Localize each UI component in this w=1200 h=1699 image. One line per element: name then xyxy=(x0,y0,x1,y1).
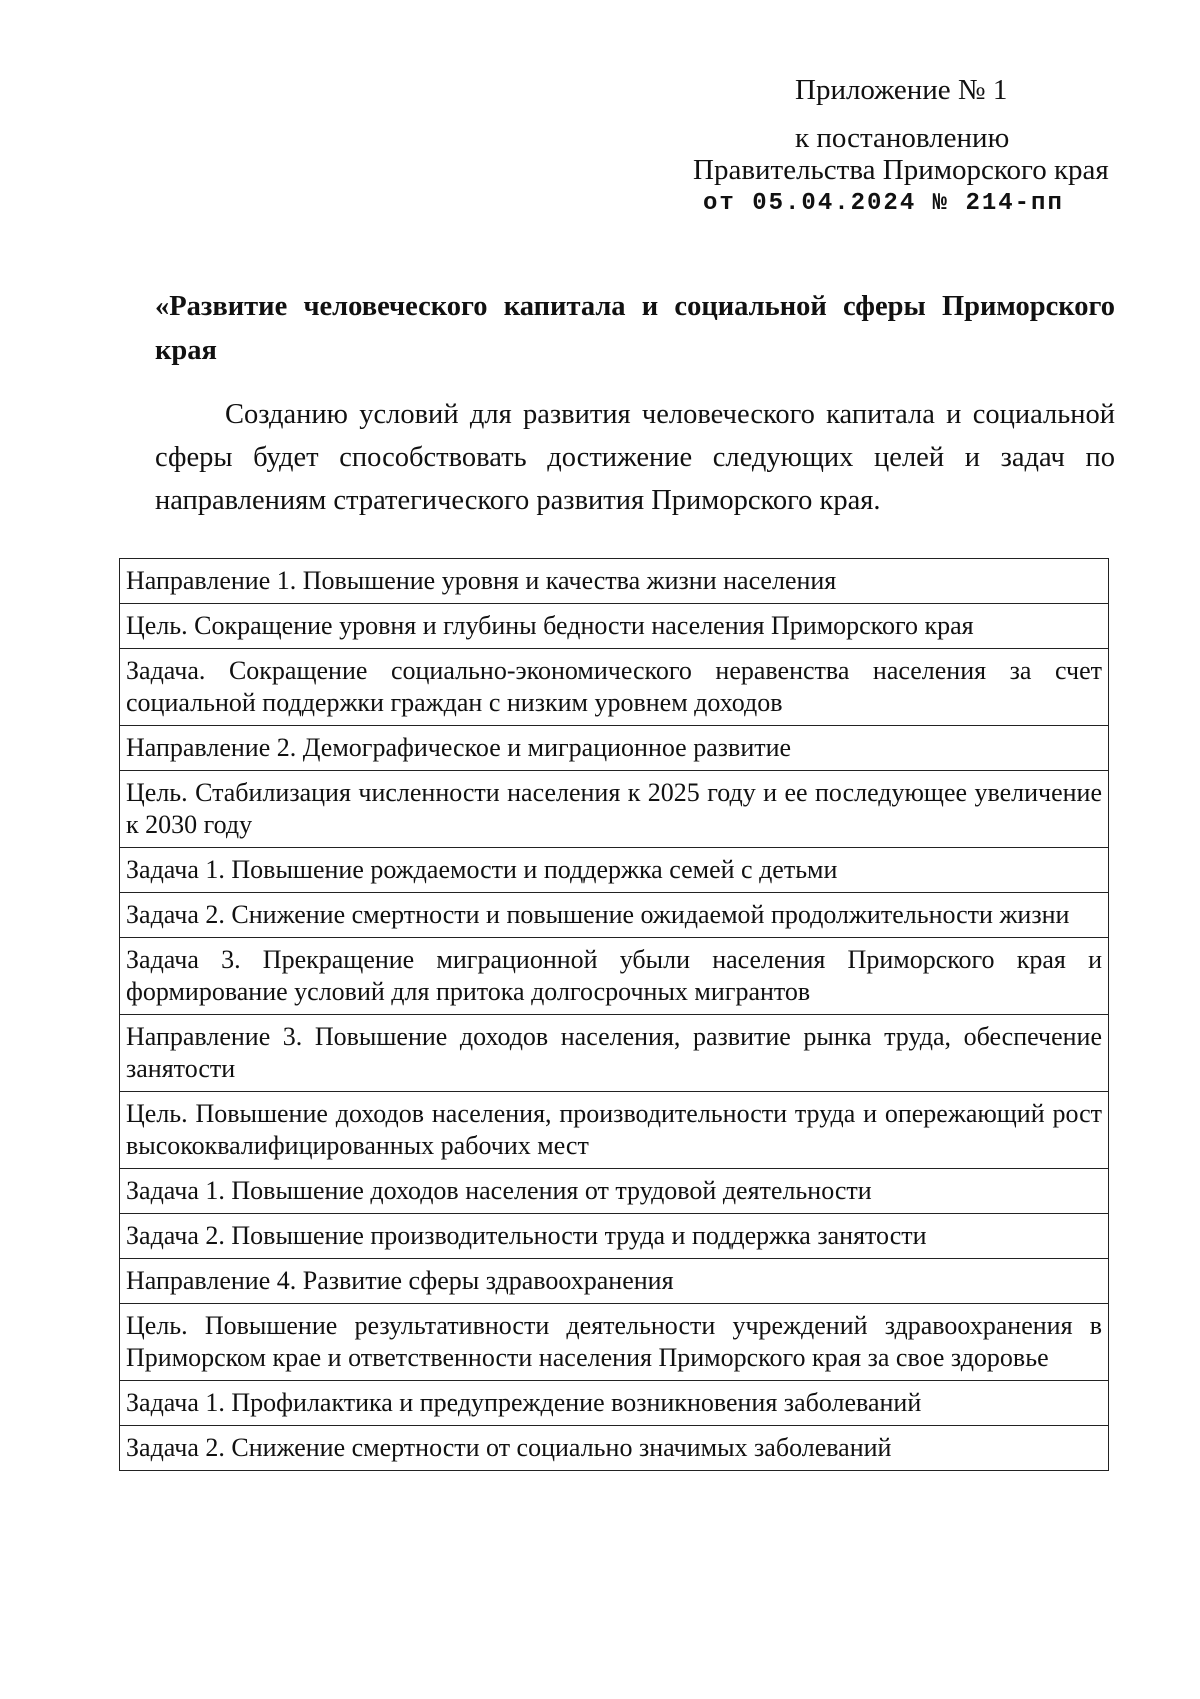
table-row xyxy=(120,726,1109,771)
appendix-title: Приложение № 1 xyxy=(795,74,1008,106)
table-row xyxy=(120,1214,1109,1259)
table-row xyxy=(120,1259,1109,1304)
table-row xyxy=(120,604,1109,649)
table-row xyxy=(120,649,1109,726)
table-cell: Цель. Сокращение уровня и глубины бедности населения Приморского края xyxy=(120,604,1109,649)
table-row xyxy=(120,1426,1109,1471)
table-cell: Задача. Сокращение социально-экономического неравенства населения за счет социальной поддержки граждан с низким уровнем доходов xyxy=(120,649,1109,726)
table-cell: Задача 1. Повышение доходов населения от трудовой деятельности xyxy=(120,1169,1109,1214)
table-cell: Задача 1. Профилактика и предупреждение возникновения заболеваний xyxy=(120,1381,1109,1426)
table-cell: Направление 3. Повышение доходов населения, развитие рынка труда, обеспечение занятости xyxy=(120,1015,1109,1092)
table-cell: Направление 4. Развитие сферы здравоохранения xyxy=(120,1259,1109,1304)
table-cell: Задача 2. Повышение производительности труда и поддержка занятости xyxy=(120,1214,1109,1259)
table-cell: Направление 1. Повышение уровня и качества жизни населения xyxy=(120,559,1109,604)
decree-reference: к постановлению xyxy=(795,122,1010,154)
table-row xyxy=(120,559,1109,604)
table-row xyxy=(120,771,1109,848)
table-row xyxy=(120,1015,1109,1092)
table-cell: Задача 3. Прекращение миграционной убыли населения Приморского края и формирование условий для притока долгосрочных мигрантов xyxy=(120,938,1109,1015)
table-cell: Цель. Стабилизация численности населения к 2025 году и ее последующее увеличение к 2030 году xyxy=(120,771,1109,848)
table-cell: Направление 2. Демографическое и миграционное развитие xyxy=(120,726,1109,771)
table-row xyxy=(120,1169,1109,1214)
table-cell: Цель. Повышение доходов населения, производительности труда и опережающий рост высококвалифицированных рабочих мест xyxy=(120,1092,1109,1169)
table-cell: Цель. Повышение результативности деятельности учреждений здравоохранения в Приморском крае и ответственности населения Приморского края за свое здоровье xyxy=(120,1304,1109,1381)
table-cell: Задача 2. Снижение смертности и повышение ожидаемой продолжительности жизни xyxy=(120,893,1109,938)
table-row xyxy=(120,848,1109,893)
goals-tasks-table xyxy=(119,558,1109,1471)
table-row xyxy=(120,1092,1109,1169)
table-row xyxy=(120,938,1109,1015)
table-cell: Задача 1. Повышение рождаемости и поддержка семей с детьми xyxy=(120,848,1109,893)
intro-paragraph: Созданию условий для развития человеческого капитала и социальной сферы будет способствовать достижение следующих целей и задач по направлениям стратегического развития Приморского края. xyxy=(155,399,1115,516)
table-row xyxy=(120,893,1109,938)
table-row xyxy=(120,1304,1109,1381)
government-name: Правительства Приморского края xyxy=(693,154,1109,186)
decree-date-number-stamp: от 05.04.2024 № 214-пп xyxy=(703,190,1064,217)
table-row xyxy=(120,1381,1109,1426)
table-cell: Задача 2. Снижение смертности от социально значимых заболеваний xyxy=(120,1426,1109,1471)
document-header xyxy=(0,0,1200,230)
document-heading: «Развитие человеческого капитала и социальной сферы Приморского края xyxy=(155,291,1115,366)
